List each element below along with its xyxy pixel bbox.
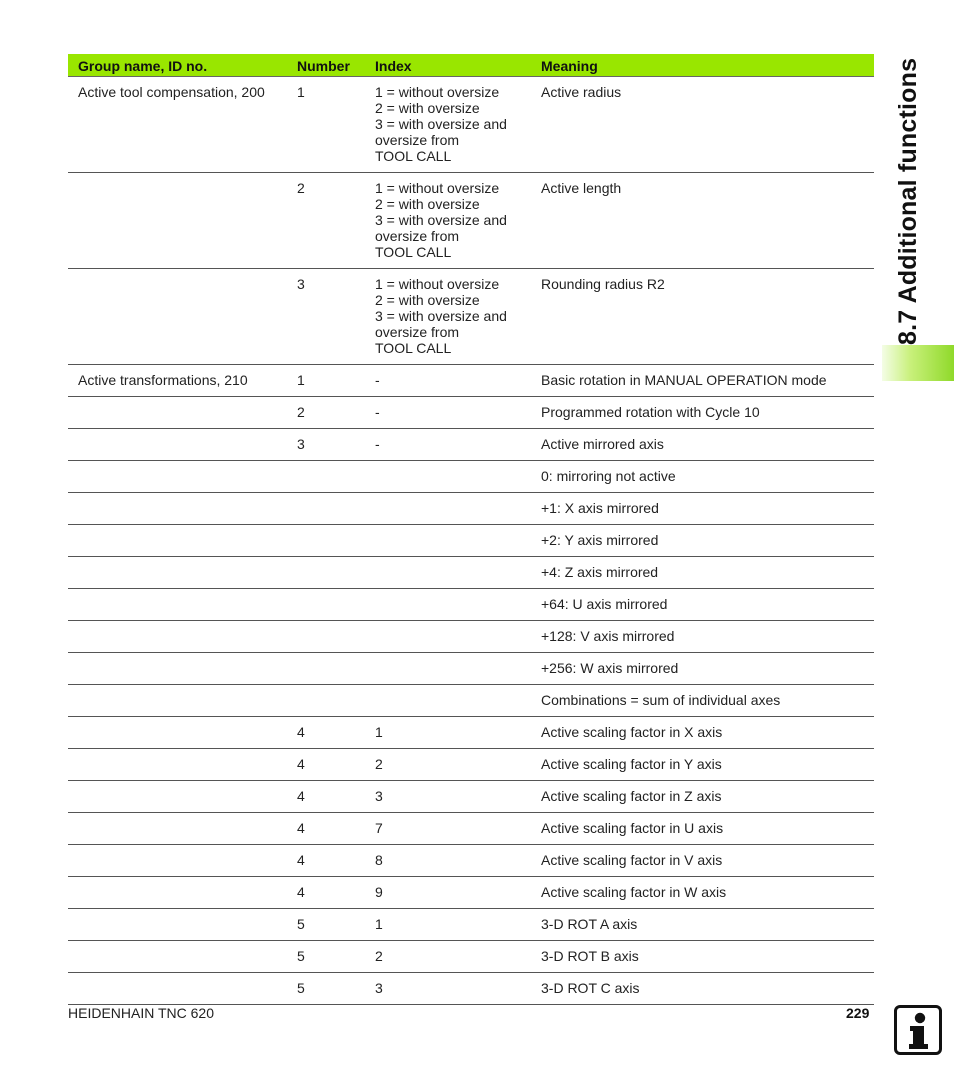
cell-index [375, 429, 531, 461]
index-line: 3 [375, 980, 383, 996]
cell-meaning: +1: X axis mirrored [531, 493, 874, 525]
index-line: 1 [375, 916, 383, 932]
cell-number [297, 621, 375, 653]
cell-group [68, 717, 297, 749]
cell-group [68, 781, 297, 813]
index-line: - [375, 372, 380, 388]
page-number: 229 [846, 1005, 870, 1021]
cell-number: 4 [297, 845, 375, 877]
cell-number [297, 685, 375, 717]
cell-number: 1 [297, 77, 375, 173]
cell-number: 1 [297, 365, 375, 397]
cell-meaning: Active scaling factor in X axis [531, 717, 874, 749]
index-line: 2 = with oversize [375, 292, 480, 308]
index-line: 9 [375, 884, 383, 900]
index-line: - [375, 436, 380, 452]
cell-group [68, 941, 297, 973]
cell-meaning: Active scaling factor in W axis [531, 877, 874, 909]
cell-meaning: +256: W axis mirrored [531, 653, 874, 685]
table-row [68, 973, 874, 1005]
cell-number [297, 557, 375, 589]
cell-group [68, 269, 297, 365]
table-row [68, 461, 874, 493]
cell-group [68, 653, 297, 685]
cell-meaning: +64: U axis mirrored [531, 589, 874, 621]
table-row [68, 589, 874, 621]
table-row [68, 845, 874, 877]
cell-meaning: Combinations = sum of individual axes [531, 685, 874, 717]
index-line: 2 [375, 948, 383, 964]
table-row [68, 877, 874, 909]
table-row [68, 493, 874, 525]
cell-meaning: 3-D ROT B axis [531, 941, 874, 973]
cell-meaning: Basic rotation in MANUAL OPERATION mode [531, 365, 874, 397]
cell-meaning: 0: mirroring not active [531, 461, 874, 493]
table-row [68, 941, 874, 973]
table-row [68, 269, 874, 365]
cell-group [68, 525, 297, 557]
cell-meaning: 3-D ROT C axis [531, 973, 874, 1005]
cell-index [375, 525, 531, 557]
cell-number: 3 [297, 269, 375, 365]
cell-index [375, 717, 531, 749]
cell-meaning: Active scaling factor in Z axis [531, 781, 874, 813]
cell-group [68, 685, 297, 717]
cell-meaning: Active scaling factor in Y axis [531, 749, 874, 781]
table-row [68, 173, 874, 269]
cell-index [375, 845, 531, 877]
table-row [68, 621, 874, 653]
cell-number: 5 [297, 909, 375, 941]
cell-index [375, 909, 531, 941]
cell-group [68, 973, 297, 1005]
cell-group [68, 397, 297, 429]
cell-index [375, 77, 531, 173]
cell-index [375, 653, 531, 685]
cell-number: 4 [297, 749, 375, 781]
cell-number [297, 525, 375, 557]
footer-manual-name: HEIDENHAIN TNC 620 [68, 1005, 215, 1021]
cell-group [68, 461, 297, 493]
table-row [68, 365, 874, 397]
cell-number: 4 [297, 877, 375, 909]
index-line: TOOL CALL [375, 340, 452, 356]
table-row [68, 77, 874, 173]
index-line: TOOL CALL [375, 148, 452, 164]
cell-group [68, 813, 297, 845]
index-line: 2 = with oversize [375, 100, 480, 116]
table-header-row [68, 54, 874, 77]
cell-group [68, 749, 297, 781]
cell-number: 4 [297, 781, 375, 813]
cell-meaning: Active mirrored axis [531, 429, 874, 461]
cell-group: Active tool compensation, 200 [68, 77, 297, 173]
cell-index [375, 397, 531, 429]
table-row [68, 685, 874, 717]
cell-meaning: Active length [531, 173, 874, 269]
table-row [68, 909, 874, 941]
cell-meaning: Active scaling factor in V axis [531, 845, 874, 877]
section-title: 8.7 Additional functions [894, 57, 922, 345]
cell-index [375, 973, 531, 1005]
cell-meaning: Programmed rotation with Cycle 10 [531, 397, 874, 429]
cell-group [68, 589, 297, 621]
table-row [68, 813, 874, 845]
cell-index [375, 781, 531, 813]
parameter-table [68, 54, 874, 1005]
cell-index [375, 493, 531, 525]
cell-number: 2 [297, 397, 375, 429]
header-meaning: Meaning [531, 54, 874, 77]
cell-index [375, 813, 531, 845]
cell-index [375, 621, 531, 653]
cell-index [375, 173, 531, 269]
cell-group [68, 877, 297, 909]
cell-meaning: +128: V axis mirrored [531, 621, 874, 653]
table-row [68, 397, 874, 429]
cell-index [375, 877, 531, 909]
cell-meaning: Active radius [531, 77, 874, 173]
cell-number: 5 [297, 973, 375, 1005]
cell-number [297, 461, 375, 493]
cell-group [68, 173, 297, 269]
index-line: 1 [375, 724, 383, 740]
cell-meaning: +4: Z axis mirrored [531, 557, 874, 589]
cell-number: 4 [297, 717, 375, 749]
chapter-tab [882, 345, 954, 381]
cell-index [375, 685, 531, 717]
index-line: - [375, 404, 380, 420]
cell-group [68, 429, 297, 461]
index-line: 1 = without oversize [375, 84, 500, 100]
index-line: 3 = with oversize and oversize from [375, 116, 507, 148]
cell-meaning: Active scaling factor in U axis [531, 813, 874, 845]
header-group: Group name, ID no. [68, 54, 297, 77]
index-line: 7 [375, 820, 383, 836]
info-icon [894, 1005, 942, 1055]
cell-index [375, 461, 531, 493]
cell-group [68, 557, 297, 589]
cell-number [297, 493, 375, 525]
index-line: 8 [375, 852, 383, 868]
cell-meaning: 3-D ROT A axis [531, 909, 874, 941]
cell-number: 2 [297, 173, 375, 269]
index-line: 3 = with oversize and oversize from [375, 308, 507, 340]
index-line: 2 [375, 756, 383, 772]
cell-group [68, 493, 297, 525]
cell-group [68, 845, 297, 877]
index-line: 1 = without oversize [375, 180, 500, 196]
table-row [68, 653, 874, 685]
cell-index [375, 365, 531, 397]
cell-meaning: +2: Y axis mirrored [531, 525, 874, 557]
index-line: 3 [375, 788, 383, 804]
cell-group: Active transformations, 210 [68, 365, 297, 397]
table-row [68, 429, 874, 461]
cell-meaning: Rounding radius R2 [531, 269, 874, 365]
cell-index [375, 269, 531, 365]
index-line: 1 = without oversize [375, 276, 500, 292]
table-row [68, 557, 874, 589]
header-index: Index [375, 54, 531, 77]
cell-number [297, 589, 375, 621]
cell-group [68, 621, 297, 653]
header-number: Number [297, 54, 375, 77]
index-line: 3 = with oversize and oversize from [375, 212, 507, 244]
cell-index [375, 557, 531, 589]
table-row [68, 781, 874, 813]
cell-index [375, 941, 531, 973]
cell-index [375, 749, 531, 781]
cell-number: 5 [297, 941, 375, 973]
index-line: 2 = with oversize [375, 196, 480, 212]
table-row [68, 749, 874, 781]
cell-number [297, 653, 375, 685]
table-row [68, 717, 874, 749]
cell-group [68, 909, 297, 941]
cell-number: 3 [297, 429, 375, 461]
cell-number: 4 [297, 813, 375, 845]
index-line: TOOL CALL [375, 244, 452, 260]
table-row [68, 525, 874, 557]
cell-index [375, 589, 531, 621]
